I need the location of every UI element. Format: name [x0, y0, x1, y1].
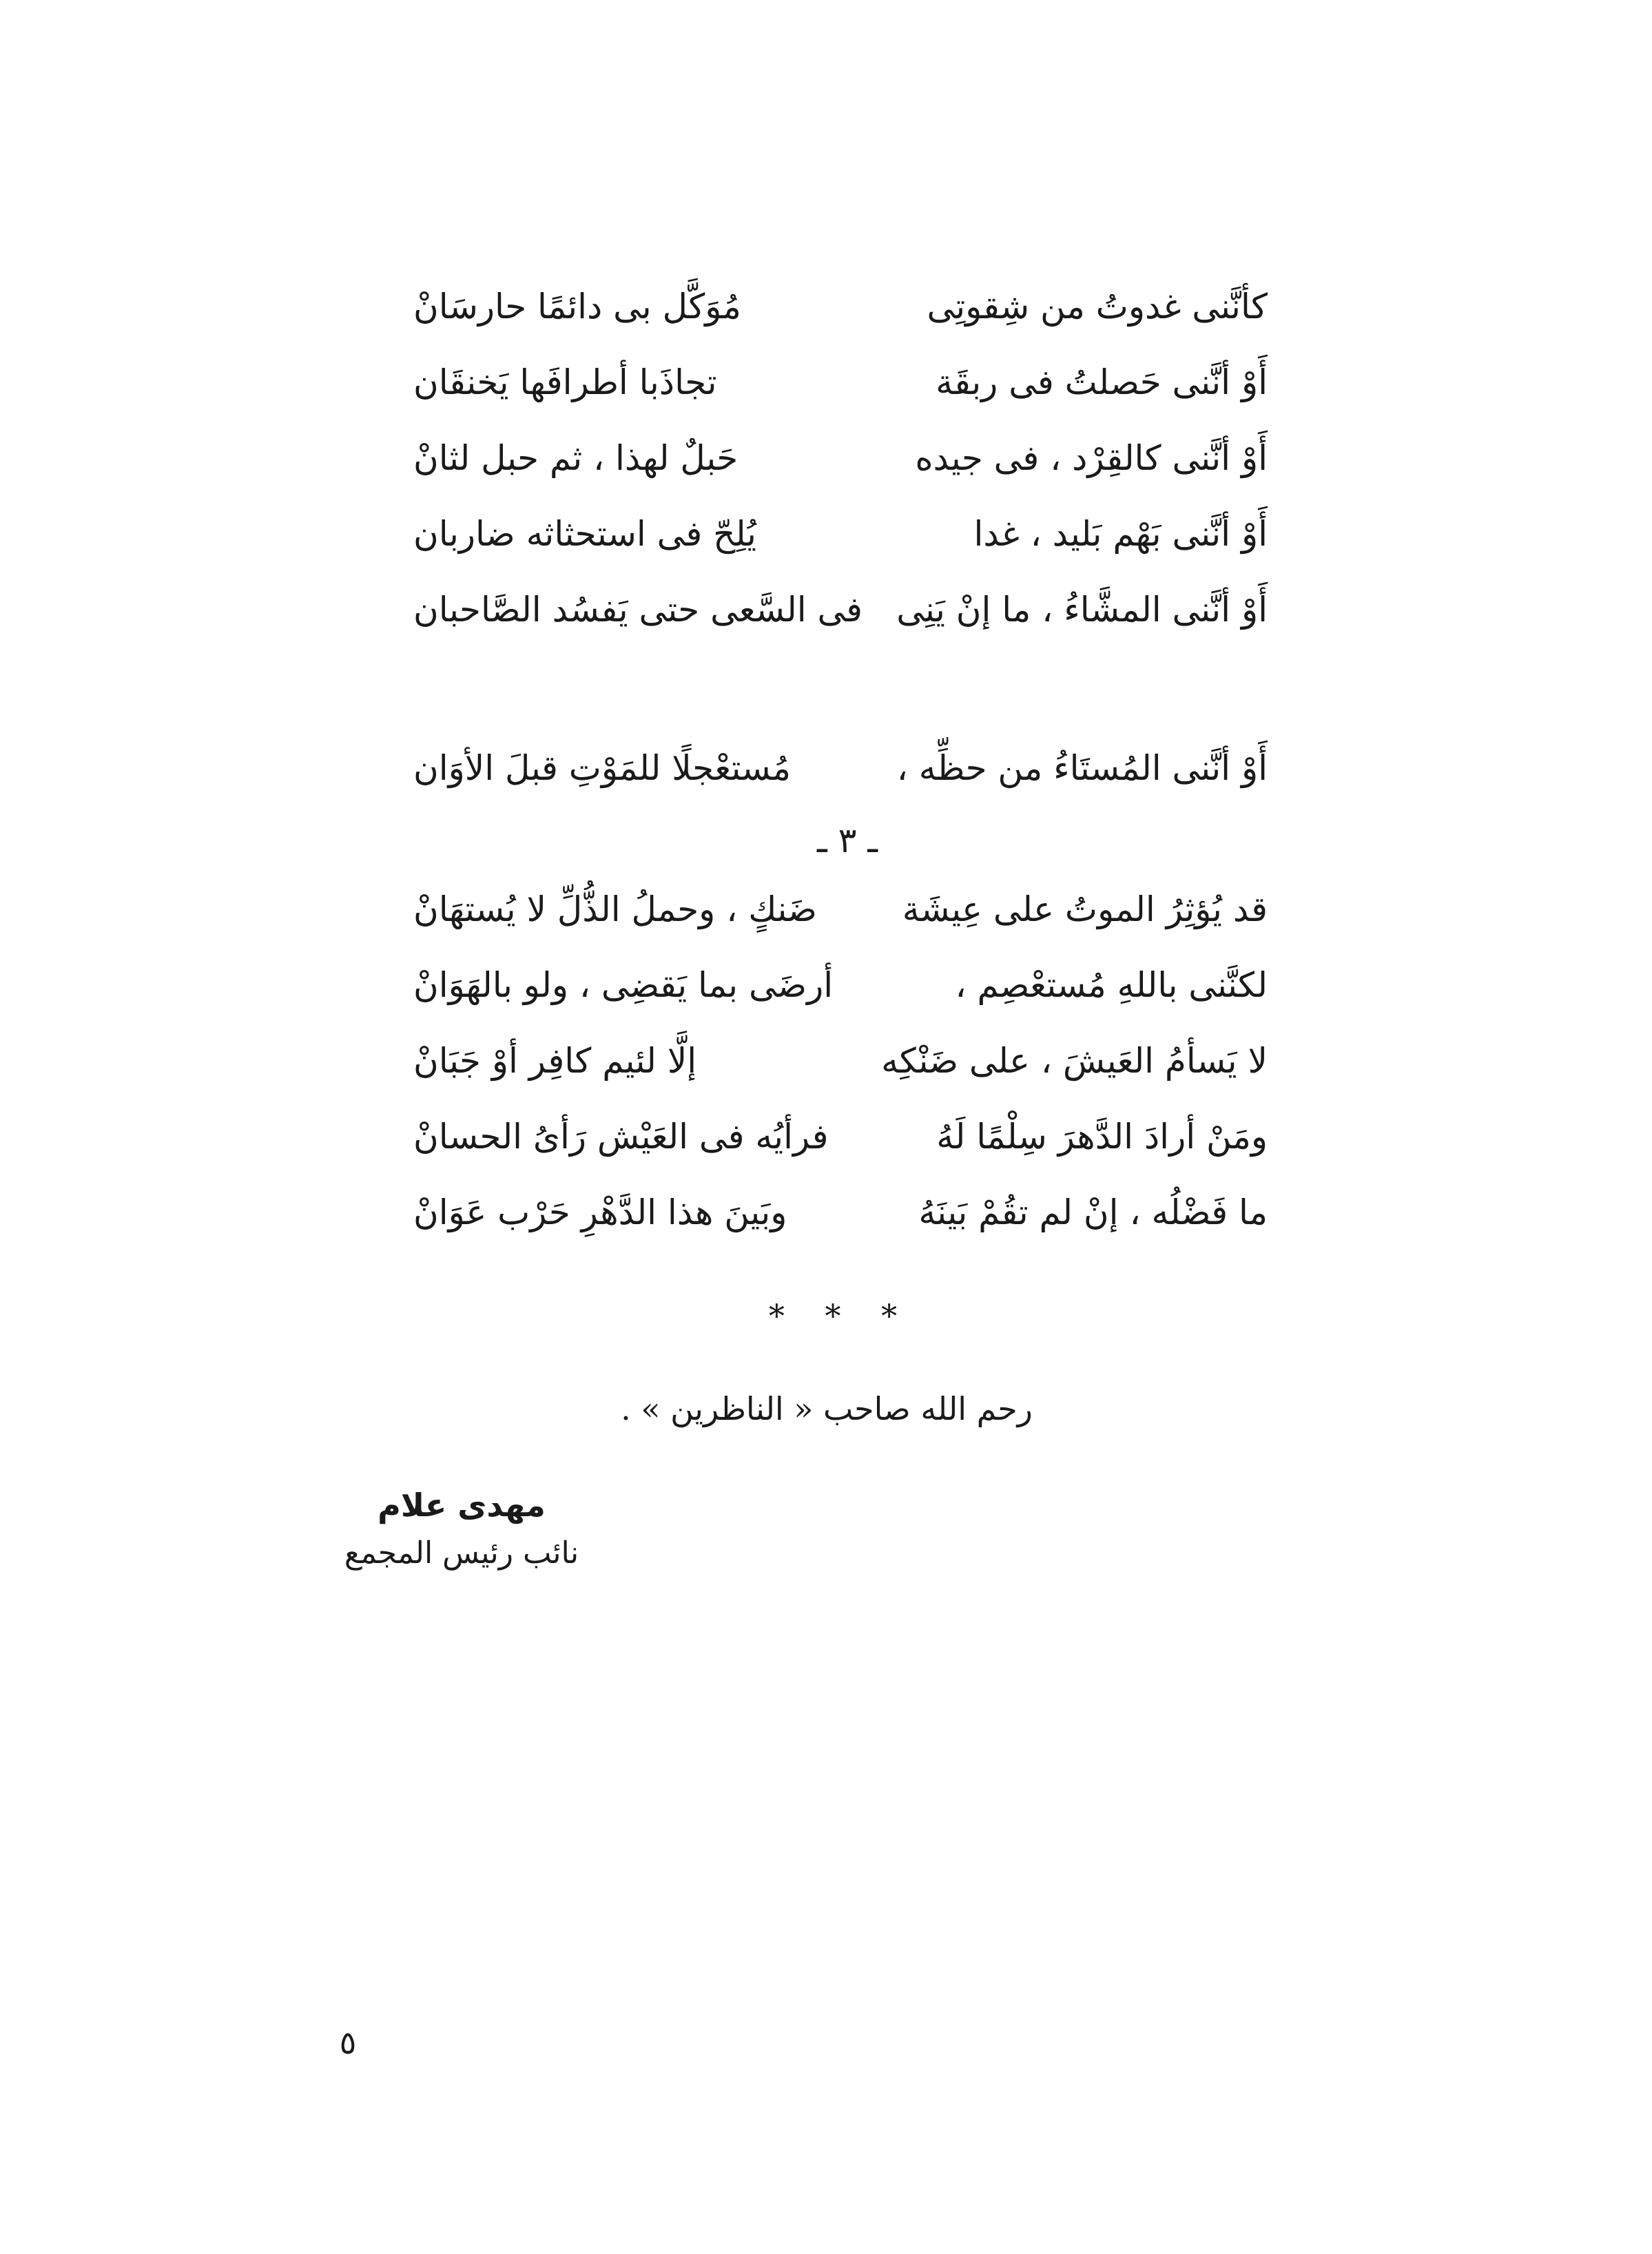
verse-first-hemistich: أَوْ أنَّنى المُستَاءُ من حظِّه ، — [896, 748, 1268, 788]
verse-second-hemistich: تجاذَبا أطرافَها يَخنقَان — [413, 362, 717, 402]
verse-second-hemistich: ضَنكٍ ، وحملُ الذُّلِّ لا يُستهَانْ — [413, 889, 817, 929]
verse-first-hemistich: أَوْ أنَّنى المشَّاءُ ، ما إنْ يَنِى — [896, 590, 1268, 630]
verse-second-hemistich: مُوَكَّل بى دائمًا حارسَانْ — [413, 287, 741, 327]
poem-verse — [413, 269, 1268, 344]
verse-second-hemistich: أرضَى بما يَقضِى ، ولو بالهَوَانْ — [413, 965, 834, 1005]
verse-second-hemistich: فرأيُه فى العَيْش رَأىُ الحسانْ — [413, 1117, 829, 1157]
verse-second-hemistich: وبَينَ هذا الدَّهْرِ حَرْب عَوَانْ — [413, 1192, 787, 1232]
verse-first-hemistich: ما فَضْلُه ، إنْ لم تقُمْ بَينَهُ — [918, 1192, 1268, 1232]
author-signature — [317, 1481, 606, 1578]
author-name: مهدى علام — [378, 1487, 546, 1524]
poem-verse — [413, 730, 1268, 806]
verse-first-hemistich: أَوْ أنَّنى بَهْم بَليد ، غدا — [973, 514, 1268, 554]
poem-verse — [413, 420, 1268, 496]
poem-stanza-2 — [413, 730, 1268, 806]
verse-second-hemistich: حَبلٌ لهذا ، ثم حبل لثانْ — [413, 438, 739, 478]
verse-first-hemistich: كأنَّنى غدوتُ من شِقوتِى — [927, 287, 1268, 327]
poem-verse — [413, 496, 1268, 572]
author-title: نائب رئيس المجمع — [344, 1536, 579, 1571]
poem-verse — [413, 947, 1268, 1023]
closing-line: رحم الله صاحب « الناظرين » . — [621, 1390, 1033, 1427]
poem-verse — [413, 572, 1268, 648]
poem-stanza-3 — [413, 871, 1268, 1250]
section-number: ـ ٣ ـ — [817, 820, 878, 860]
verse-first-hemistich: قد يُؤثِرُ الموتُ على عِيشَة — [902, 889, 1268, 929]
verse-first-hemistich: لكنَّنى باللهِ مُستعْصِم ، — [955, 965, 1268, 1005]
verse-second-hemistich: يُلِحّ فى استحثاثه ضاربان — [413, 514, 756, 554]
verse-second-hemistich: مُستعْجلًا للمَوْتِ قبلَ الأوَان — [413, 748, 791, 788]
verse-second-hemistich: فى السَّعى حتى يَفسُد الصَّاحبان — [413, 590, 863, 630]
verse-first-hemistich: لا يَسأمُ العَيشَ ، على ضَنْكِه — [881, 1041, 1268, 1081]
verse-second-hemistich: إلَّا لئيم كافِر أوْ جَبَانْ — [413, 1041, 697, 1081]
verse-first-hemistich: أَوْ أنَّنى كالقِرْد ، فى جيده — [915, 438, 1268, 478]
poem-verse — [413, 1175, 1268, 1250]
poem-verse — [413, 1099, 1268, 1175]
poem-verse — [413, 1023, 1268, 1099]
poem-verse — [413, 344, 1268, 420]
poem-verse — [413, 871, 1268, 947]
poem-stanza-1 — [413, 269, 1268, 648]
page-number: ٥ — [339, 2024, 357, 2061]
verse-first-hemistich: ومَنْ أرادَ الدَّهرَ سِلْمًا لَهُ — [936, 1117, 1268, 1157]
verse-first-hemistich: أَوْ أنَّنى حَصلتُ فى ربقَة — [936, 362, 1268, 402]
section-separator-stars: * * * — [768, 1297, 913, 1334]
